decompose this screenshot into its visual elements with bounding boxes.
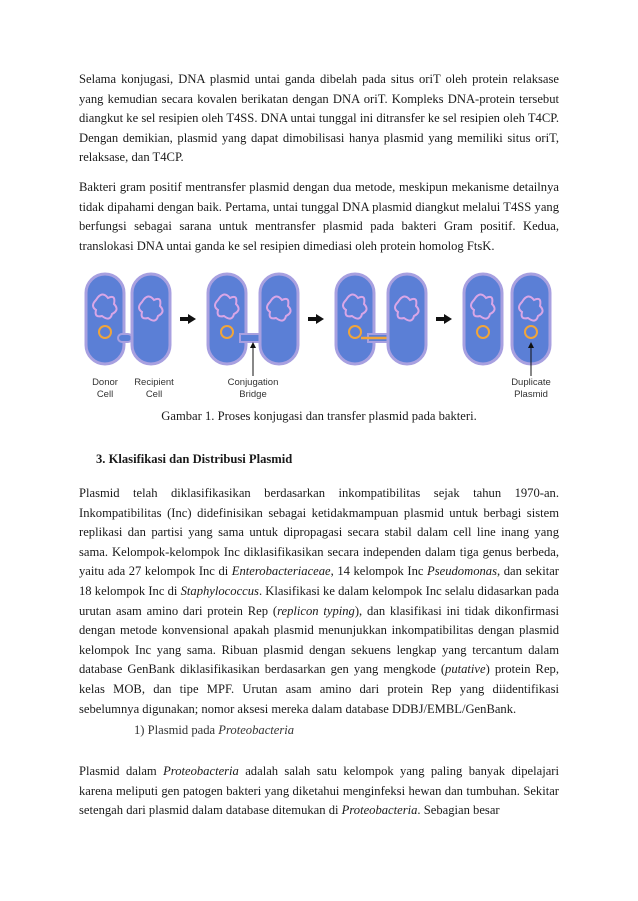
label-duplicate-2: Plasmid: [514, 389, 548, 400]
donor-cell: [464, 274, 502, 364]
label-bridge-1: Conjugation: [227, 377, 279, 388]
stage-1: [86, 274, 170, 364]
paragraph-classification: Plasmid telah diklasifikasikan berdasarkan inkompatibilitas sejak tahun 1970-an. Inkompatibilitas (Inc) didefinisikan sebagai ketidakmampuan plasmid untuk berbagi sistem replikasi dan partisi yang sama untuk dipropagasi secara stabil dalam cell line inang yang sama. Kelompok-kelompok Inc diklasifikasikan secara independen dalam tiga genus berbeda, yaitu ada 27 kelompok Inc di Enterobacteriaceae, 14 kelompok Inc Pseudomonas, dan sekitar 18 kelompok Inc di Staphylococcus. Klasifikasi ke dalam kelompok Inc selalu didasarkan pada urutan asam amino dari protein Rep (replicon typing), dan klasifikasi ini tidak dikonfirmasi dengan metode konvensional apakah plasmid menunjukkan inkompatibilitas dengan plasmid kelompok Inc yang sama. Ribuan plasmid dengan sekuens lengkap yang tercantum dalam database GenBank diklasifikasikan berdasarkan gen yang mengkode (putative) protein Rep, kelas MOB, dan tipe MPF. Urutan asam amino dari protein Rep yang diidentifikasi sebelumnya digunakan; nomor aksesi mereka dalam database DDBJ/EMBL/GenBank.: [79, 486, 559, 716]
label-duplicate-1: Duplicate: [511, 377, 551, 388]
label-recipient-2: Cell: [145, 389, 163, 400]
label-bridge-2: Bridge: [239, 389, 267, 400]
donor-pilus: [118, 334, 132, 342]
subsection-heading: 1) Plasmid pada Proteobacteria: [134, 723, 295, 737]
paragraph-proteobacteria: Plasmid dalam Proteobacteria adalah salah satu kelompok yang paling banyak dipelajari karena meliputi gen patogen bakteri yang diketahui menginfeksi hewan dan tumbuhan. Sekitar setengah dari plasmid dalam database ditemukan di Proteobacteria. Sebagian besar: [79, 764, 559, 818]
stage-3: [336, 274, 426, 364]
paragraph-gram-positive: Bakteri gram positif mentransfer plasmid dengan dua metode, meskipun mekanisme detailnya tidak dipahami dengan baik. Pertama, untai tunggal DNA plasmid diangkut melalui T4SS yang berfungsi sebagai sarana untuk mentransfer plasmid pada bakteri Gram positif. Kedua, translokasi DNA untai ganda ke sel resipien dimediasi oleh protein homolog FtsK.: [79, 180, 559, 253]
stage-4: [464, 274, 550, 376]
donor-cell: [336, 274, 374, 364]
stage-2: [208, 274, 298, 376]
donor-cell: [208, 274, 246, 364]
arrow-icon: [188, 314, 196, 324]
paragraph-conjugation: Selama konjugasi, DNA plasmid untai ganda dibelah pada situs oriT oleh protein relaksase yang kemudian secara kovalen berikatan dengan DNA oriT. Kompleks DNA-protein tersebut diangkut ke sel resipien oleh T4SS. DNA untai tunggal ini ditransfer ke sel resipien oleh T4CP. Dengan demikian, plasmid yang dapat dimobilisasi hanya plasmid yang memiliki situs oriT, relaksase, dan T4CP.: [79, 72, 559, 165]
donor-cell: [86, 274, 124, 364]
section-heading: 3. Klasifikasi dan Distribusi Plasmid: [96, 452, 293, 466]
arrow-icon: [316, 314, 324, 324]
label-donor-1: Donor: [92, 377, 118, 388]
figure-caption: Gambar 1. Proses konjugasi dan transfer plasmid pada bakteri.: [161, 409, 477, 423]
label-recipient-1: Recipient: [134, 377, 174, 388]
arrow-icon: [444, 314, 452, 324]
conjugation-figure: [84, 272, 554, 412]
label-donor-2: Cell: [96, 389, 114, 400]
